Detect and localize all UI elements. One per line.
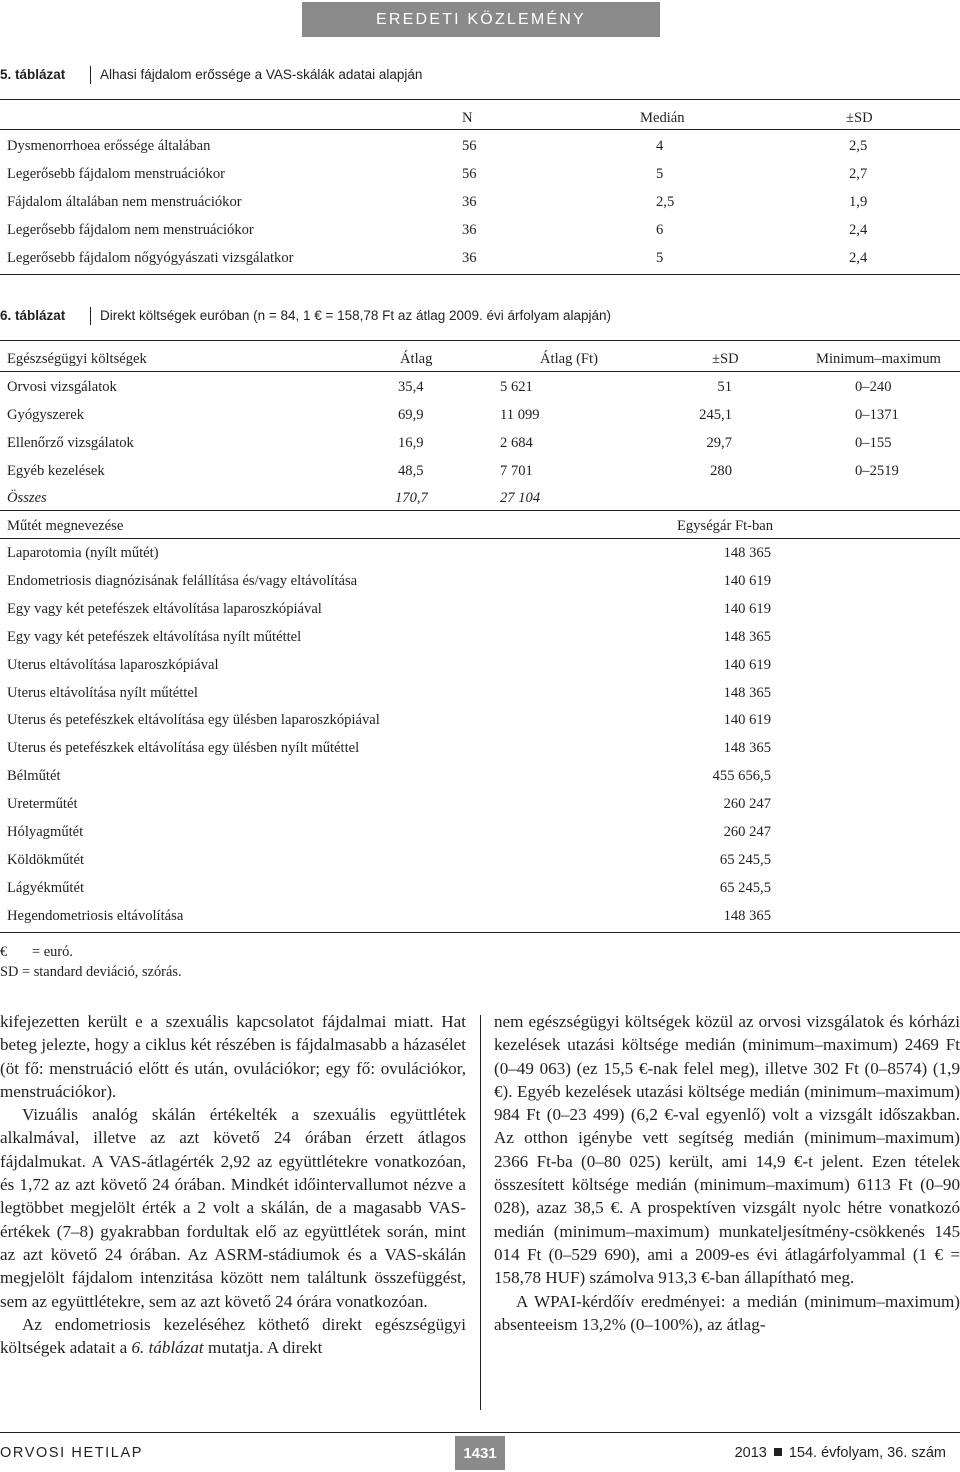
note-euro [0,942,182,962]
cell-price: 140 619 [723,572,771,589]
table-row [0,710,960,730]
table-row [0,794,960,814]
table6-bottom-rule [0,932,960,933]
table5-number: 5. táblázat [0,67,66,82]
surgery-top-rule [0,510,960,511]
cell-price: 148 365 [723,628,771,645]
cell-median: 4 [656,138,664,154]
issue-info [735,1443,946,1463]
total-mean-ft: 27 104 [500,490,541,506]
cell-sd: 245,1 [699,407,732,423]
row-label: Uterus eltávolítása nyílt műtéttel [7,684,198,701]
body-paragraph: Az endometriosis kezeléséhez köthető direkt egészségügyi költségek adatait a 6. táblázat mutatja. A direkt [0,1314,466,1358]
note-sd [0,962,182,982]
cell-sd: 51 [717,379,732,395]
table5-top-rule [0,99,960,100]
cell-sd: 2,5 [849,138,868,154]
cell-price: 65 245,5 [719,879,771,896]
journal-name: ORVOSI HETILAP [0,1445,144,1461]
note-sd-text: SD = standard deviáció, szórás. [0,964,182,980]
issue-year: 2013 [734,1445,767,1461]
table6-number: 6. táblázat [0,308,66,323]
cell-median: 5 [656,250,664,266]
row-label: Legerősebb fájdalom menstruációkor [7,166,226,182]
cell-mean-ft: 5 621 [500,379,533,395]
row-label: Ellenőrző vizsgálatok [7,435,134,451]
table-notes [0,942,182,982]
col-header-surgery: Műtét megnevezése [7,518,124,534]
table6-top-rule [0,340,960,341]
table5-caption [0,64,960,86]
issue-volume: 154. évfolyam, 36. szám [788,1445,946,1461]
cell-sd: 2,4 [849,222,868,238]
cell-price: 148 365 [723,545,771,561]
cell-mean-ft: 7 701 [500,463,533,479]
col-header-mean-ft: Átlag (Ft) [540,351,598,367]
row-label: Orvosi vizsgálatok [7,379,117,395]
body-paragraph: A WPAI-kérdőív eredményei: a medián (minimum–maximum) absenteeism 13,2% (0–100%), az átlag- [494,1291,960,1334]
table-row [0,738,960,758]
row-label: Uterus és petefészkek eltávolítása egy ülésben nyílt műtéttel [7,740,360,757]
table6-total-row [0,488,960,508]
cell-mean: 69,9 [398,407,424,423]
col-header-mean: Átlag [400,351,433,367]
cell-range: 0–155 [855,435,892,451]
table-row [0,683,960,703]
col-header-n: N [462,110,473,126]
table-row [0,766,960,786]
col-header-median: Medián [640,110,685,126]
cell-sd: 1,9 [849,194,868,210]
table-row [0,136,960,156]
caption-divider [90,66,91,84]
cell-range: 0–2519 [855,463,899,479]
cell-n: 56 [462,138,477,154]
column-divider [480,1015,481,1410]
table-row [0,377,960,397]
cell-sd: 280 [710,463,732,479]
table-row [0,543,960,563]
table5-header-rule [0,129,960,130]
row-label: Uterus eltávolítása laparoszkópiával [7,656,219,673]
cell-mean-ft: 11 099 [500,407,540,423]
row-label: Ureterműtét [7,796,78,813]
table6-header-rule [0,371,960,372]
body-paragraph: nem egészségügyi költségek közül az orvosi vizsgálatok és kórházi kezelések utazási költsége medián (minimum–maximum) 2469 Ft (0–49 063) (ez 15,5 €-nak felel meg), illetve 302 Ft (0–8574) (1,9 €). Egyéb kezelések utazási költsége medián (minimum–maximum) 984 Ft (0–23 499) (6,2 €-val egyenlő) volt a vizsgált időszakban. Az otthon igénybe vett segítség medián (minimum–maximum) 2366 Ft-ba (0–80 025) került, ami 14,9 €-t jelent. Ezen tételek összesített költsége medián (minimum–maximum) 6113 Ft (0–90 028), azaz 38,5 €. A prospektíven vizsgált nyolc hétre vonatkozó medián (minimum–maximum) munkateljesítmény-csökkenés 145 014 Ft (0–529 690), ami a 2009-es évi átlagárfolyammal (1 € = 158,78 HUF) számolva 913,3 €-ban állapítható meg. [494,1012,960,1288]
table6-header-row [0,349,960,369]
row-label: Legerősebb fájdalom nem menstruációkor [7,222,254,238]
surgery-header-rule [0,538,960,539]
table6-caption [0,305,960,327]
table-row [0,822,960,842]
cell-range: 0–240 [855,379,892,395]
table5-bottom-rule [0,274,960,275]
total-mean: 170,7 [395,490,428,506]
cell-mean-ft: 2 684 [500,435,533,451]
row-label: Egyéb kezelések [7,463,105,479]
col-header-sd: ±SD [846,110,873,126]
cell-n: 56 [462,166,477,182]
cell-n: 36 [462,250,477,266]
cell-mean: 16,9 [398,435,424,451]
row-label: Egy vagy két petefészek eltávolítása nyílt műtéttel [7,628,302,645]
cell-median: 2,5 [656,194,675,210]
surgery-header-row [0,516,960,536]
row-label: Egy vagy két petefészek eltávolítása laparoszkópiával [7,600,322,617]
cell-price: 148 365 [723,684,771,701]
body-column-right [494,1010,960,1336]
page-number: 1431 [455,1436,505,1470]
body-paragraph: kifejezetten került e a szexuális kapcsolatot fájdalmai miatt. Hat beteg jelezte, hogy a ciklus két részében is fájdalmasabb a házasélet (öt fő: menstruáció előtt és után, ovulációkor; egy fő: ovulációkor, menstruációkor). [0,1012,466,1101]
row-label: Legerősebb fájdalom nőgyógyászati vizsgálatkor [7,250,294,266]
col-header-range: Minimum–maximum [816,351,941,367]
cell-range: 0–1371 [855,407,899,423]
table5-header-row [0,108,960,128]
row-label: Uterus és petefészkek eltávolítása egy ülésben laparoszkópiával [7,712,380,729]
table-row [0,164,960,184]
row-label: Bélműtét [7,768,61,785]
cell-price: 65 245,5 [719,851,771,868]
row-label: Dysmenorrhoea erőssége általában [7,138,211,154]
euro-symbol: € [0,944,8,960]
table-row [0,192,960,212]
total-label: Összes [7,490,47,506]
row-label: Fájdalom általában nem menstruációkor [7,194,242,210]
cell-sd: 2,4 [849,250,868,266]
table-row [0,571,960,591]
table-row [0,850,960,870]
note-euro-text: = euró. [32,944,73,960]
table-row [0,878,960,898]
row-label: Endometriosis diagnózisának felállítása és/vagy eltávolítása [7,572,358,589]
footer-rule [0,1432,960,1433]
cell-price: 455 656,5 [712,768,771,785]
cell-n: 36 [462,222,477,238]
table-row [0,461,960,481]
col-header-sd: ±SD [712,351,739,367]
row-label: Lágyékműtét [7,879,84,896]
cell-mean: 35,4 [398,379,424,395]
table-row [0,220,960,240]
cell-price: 148 365 [723,907,771,924]
body-paragraph: Vizuális analóg skálán értékelték a szexuális együttlétek alkalmával, illetve az azt követő 24 órában érzett átlagos fájdalmukat. A VAS-átlagérték 2,92 az együttlétekre vonatkozóan, és 1,72 az azt követő 24 órában. Mindkét időintervallumot nézve a legtöbbet megjelölt érték a 2 volt a skálán, de a magasabb VAS-értékek (7–8) gyakrabban fordultak elő az együttlétek során, mint az azt követő 24 órában. Az ASRM-stádiumok és a VAS-skálán megjelölt fájdalom intenzitása között nem találtunk összefüggést, sem az együttlétekre, sem az azt követő 24 órára vonatkozóan. [0,1105,466,1311]
table-row [0,248,960,268]
cell-price: 148 365 [723,740,771,757]
body-column-left [0,1010,466,1359]
row-label: Laparotomia (nyílt műtét) [7,545,159,561]
row-label: Hegendometriosis eltávolítása [7,907,184,924]
table5-title: Alhasi fájdalom erőssége a VAS-skálák adatai alapján [100,67,423,82]
table-row [0,906,960,926]
row-label: Köldökműtét [7,851,85,868]
square-bullet-icon [774,1448,782,1456]
cell-price: 260 247 [723,824,771,840]
caption-divider [90,307,91,325]
table-row [0,627,960,647]
table6-title: Direkt költségek euróban (n = 84, 1 € = 158,78 Ft az átlag 2009. évi árfolyam alapján) [100,308,612,323]
cell-sd: 2,7 [849,166,868,182]
col-header-price: Egységár Ft-ban [677,518,774,534]
table-row [0,433,960,453]
cell-mean: 48,5 [398,463,424,479]
cell-median: 6 [656,222,664,238]
cell-price: 140 619 [723,656,771,673]
table-row [0,599,960,619]
section-header: EREDETI KÖZLEMÉNY [302,2,660,37]
row-label: Hólyagműtét [7,824,84,840]
row-label: Gyógyszerek [7,407,84,423]
col-header-costs: Egészségügyi költségek [7,351,147,367]
cell-price: 140 619 [723,600,771,617]
table-row [0,405,960,425]
cell-sd: 29,7 [706,435,732,451]
cell-price: 260 247 [723,796,771,813]
cell-price: 140 619 [723,712,771,729]
table-row [0,655,960,675]
cell-median: 5 [656,166,664,182]
cell-n: 36 [462,194,477,210]
